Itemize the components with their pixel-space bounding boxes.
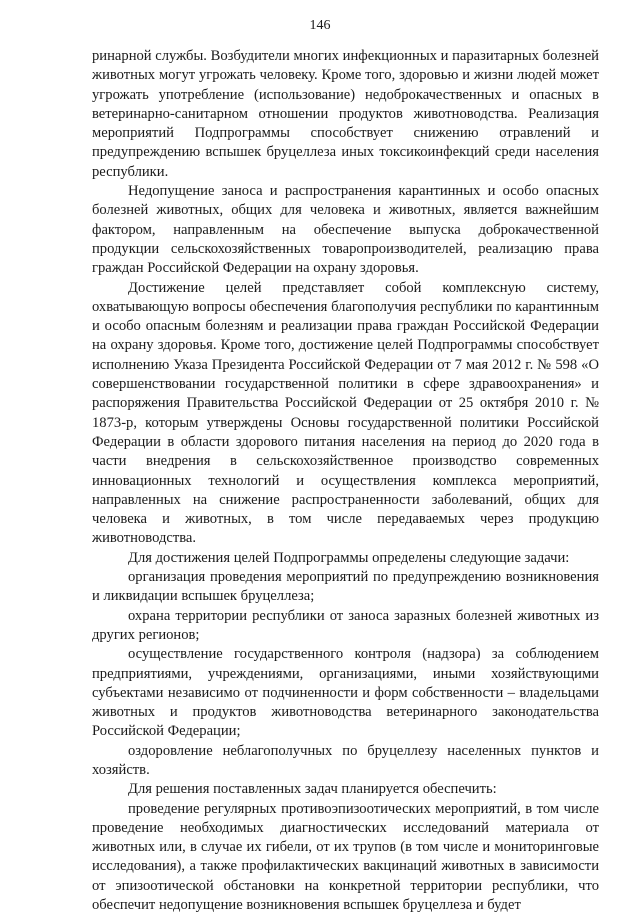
page-number: 146 — [309, 18, 331, 33]
body-text — [92, 47, 599, 915]
paragraph-8: оздоровление неблагополучных по бруцеллезу населенных пунктов и хозяйств. — [92, 742, 599, 778]
paragraph-5: организация проведения мероприятий по предупреждению возникновения и ликвидации вспышек бруцеллеза; — [92, 569, 599, 605]
paragraph-3: Достижение целей представляет собой комплексную систему, охватывающую вопросы обеспечения благополучия республики по карантинным и особо опасным болезням и реализации права граждан Российской Федерации на охрану здоровья. Кроме того, достижение целей Подпрограммы способствует исполнению Указа Президента Российской Федерации от 7 мая 2012 г. № 598 «О совершенствовании государственной политики в сфере здравоохранения» и распоряжения Правительства Российской Федерации от 25 октября 2010 г. № 1873-р, которым утверждены Основы государственной политики Российской Федерации в области здорового питания населения на период до 2020 года в части внедрения в сельскохозяйственное производство современных инновационных технологий и осуществления комплекса мероприятий, направленных на снижение распространенности заболеваний, общих для человека и животных, в том числе передаваемых через продукцию животноводства. — [92, 279, 599, 547]
paragraph-9: Для решения поставленных задач планируется обеспечить: — [128, 781, 497, 798]
paragraph-2: Недопущение заноса и распространения карантинных и особо опасных болезней животных, общих для человека и животных, является важнейшим фактором, направленным на обеспечение выпуска доброкачественной продукции сельскохозяйственных товаропроизводителей, реализацию права граждан Российской Федерации на охрану здоровья. — [92, 183, 599, 277]
paragraph-1: ринарной службы. Возбудители многих инфекционных и паразитарных болезней животных могут угрожать человеку. Кроме того, здоровью и жизни людей может угрожать употребление (использование) недоброкачественных и опасных в ветеринарно-санитарном отношении продуктов животноводства. Реализация мероприятий Подпрограммы способствует снижению отравлений и предупреждению вспышек бруцеллеза иных токсикоинфекций среди населения республики. — [92, 48, 599, 180]
paragraph-7: осуществление государственного контроля (надзора) за соблюдением предприятиями, учреждениями, организациями, иными хозяйствующими субъектами независимо от подчиненности и форм собственности – владельцами животных и продуктов животноводства ветеринарного законодательства Российской Федерации; — [92, 646, 599, 740]
paragraph-10: проведение регулярных противоэпизоотических мероприятий, в том числе проведение необходимых диагностических исследований материала от животных или, в случае их гибели, от их трупов (в том числе и мониторинговые исследования), а также профилактических вакцинаций животных в зависимости от эпизоотической обстановки на конкретной территории республики, что обеспечит недопущение возникновения вспышек бруцеллеза и будет — [92, 800, 599, 914]
paragraph-4: Для достижения целей Подпрограммы определены следующие задачи: — [128, 549, 570, 566]
paragraph-6: охрана территории республики от заноса заразных болезней животных из других регионов; — [92, 607, 599, 643]
